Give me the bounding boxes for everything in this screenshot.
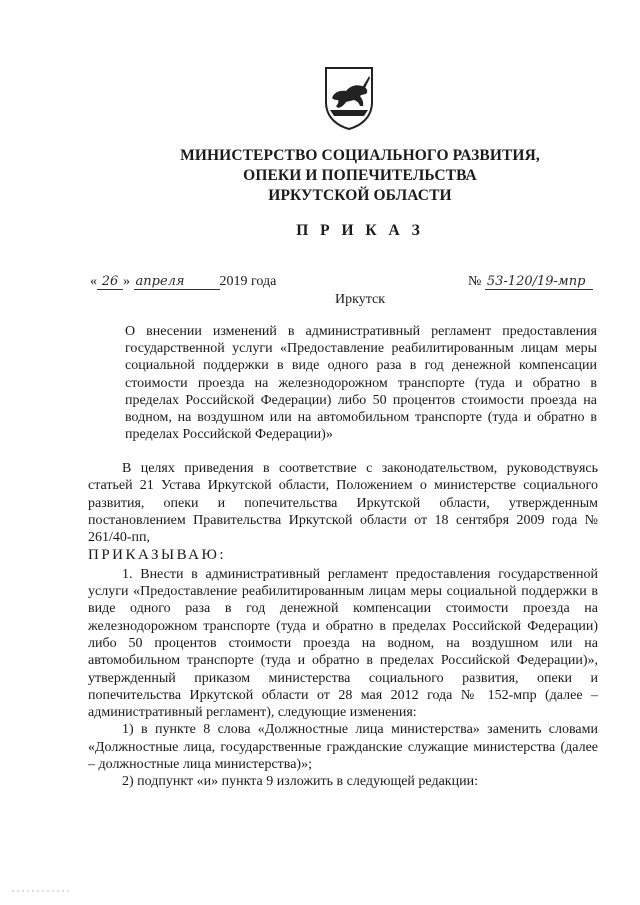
order-subject: О внесении изменений в административный регламент предоставления государственной услуги «Предоставление реабилитированным лицам меры социальной поддержки в виде одного раза в год денежной компенсации стоимости проезда на железнодорожном транспорте (туда и обратно в пределах Российской Федерации) либо 50 процентов стоимости проезда на водном, на воздушном или на автомобильном транспорте (туда и обратно в пределах Российской Федерации)» — [125, 324, 597, 443]
order-body — [88, 460, 598, 791]
date-month: апреля — [134, 275, 220, 290]
scan-artifact — [12, 888, 72, 894]
item-1-paragraph: 1. Внести в административный регламент предоставления государственной услуги «Предоставление реабилитированным лицам меры социальной поддержки в виде одного раза в год денежной компенсации стоимости проезда на железнодорожном транспорте (туда и обратно в пределах Российской Федерации) либо 50 процентов стоимости проезда на водном, на воздушном или на автомобильном транспорте (туда и обратно в пределах Российской Федерации)», утвержденный приказом министерства социального развития, опеки и попечительства Иркутской области от 28 мая 2012 года № 152-мпр (далее – административный регламент), следующие изменения: — [88, 566, 598, 721]
subitem-1-paragraph: 1) в пункте 8 слова «Должностные лица министерства» заменить словами «Должностные лица, государственные гражданские служащие министерства (далее – должностные лица министерства)»; — [88, 722, 598, 773]
irkutsk-coat-of-arms-icon — [324, 66, 374, 130]
date-day: 26 — [97, 275, 123, 290]
number-value: 53-120/19-мпр — [485, 275, 593, 290]
date-open-quote: « — [90, 274, 97, 289]
preamble-paragraph: В целях приведения в соответствие с законодательством, руководствуясь статьей 21 Устава Иркутской области, Положением о министерстве социального развития, опеки и попечительства Иркутской области, утвержденным постановлением Правительства Иркутской области от 18 сентября 2009 года № 261/40-пп, — [88, 461, 598, 546]
command-heading: ПРИКАЗЫВАЮ: — [88, 547, 227, 564]
ministry-line-1: МИНИСТЕРСТВО СОЦИАЛЬНОГО РАЗВИТИЯ, — [180, 147, 540, 164]
document-type: П Р И К А З — [296, 222, 424, 239]
order-number — [468, 274, 593, 290]
date-close-quote: » — [123, 274, 130, 289]
subitem-2-paragraph: 2) подпункт «и» пункта 9 изложить в следующей редакции: — [122, 774, 478, 790]
number-label: № — [468, 274, 482, 289]
order-date — [90, 274, 276, 290]
ministry-line-2: ОПЕКИ И ПОПЕЧИТЕЛЬСТВА — [243, 167, 477, 184]
ministry-name — [150, 146, 570, 206]
date-year: 2019 года — [219, 274, 277, 289]
ministry-line-3: ИРКУТСКОЙ ОБЛАСТИ — [268, 187, 452, 204]
city: Иркутск — [334, 292, 386, 307]
